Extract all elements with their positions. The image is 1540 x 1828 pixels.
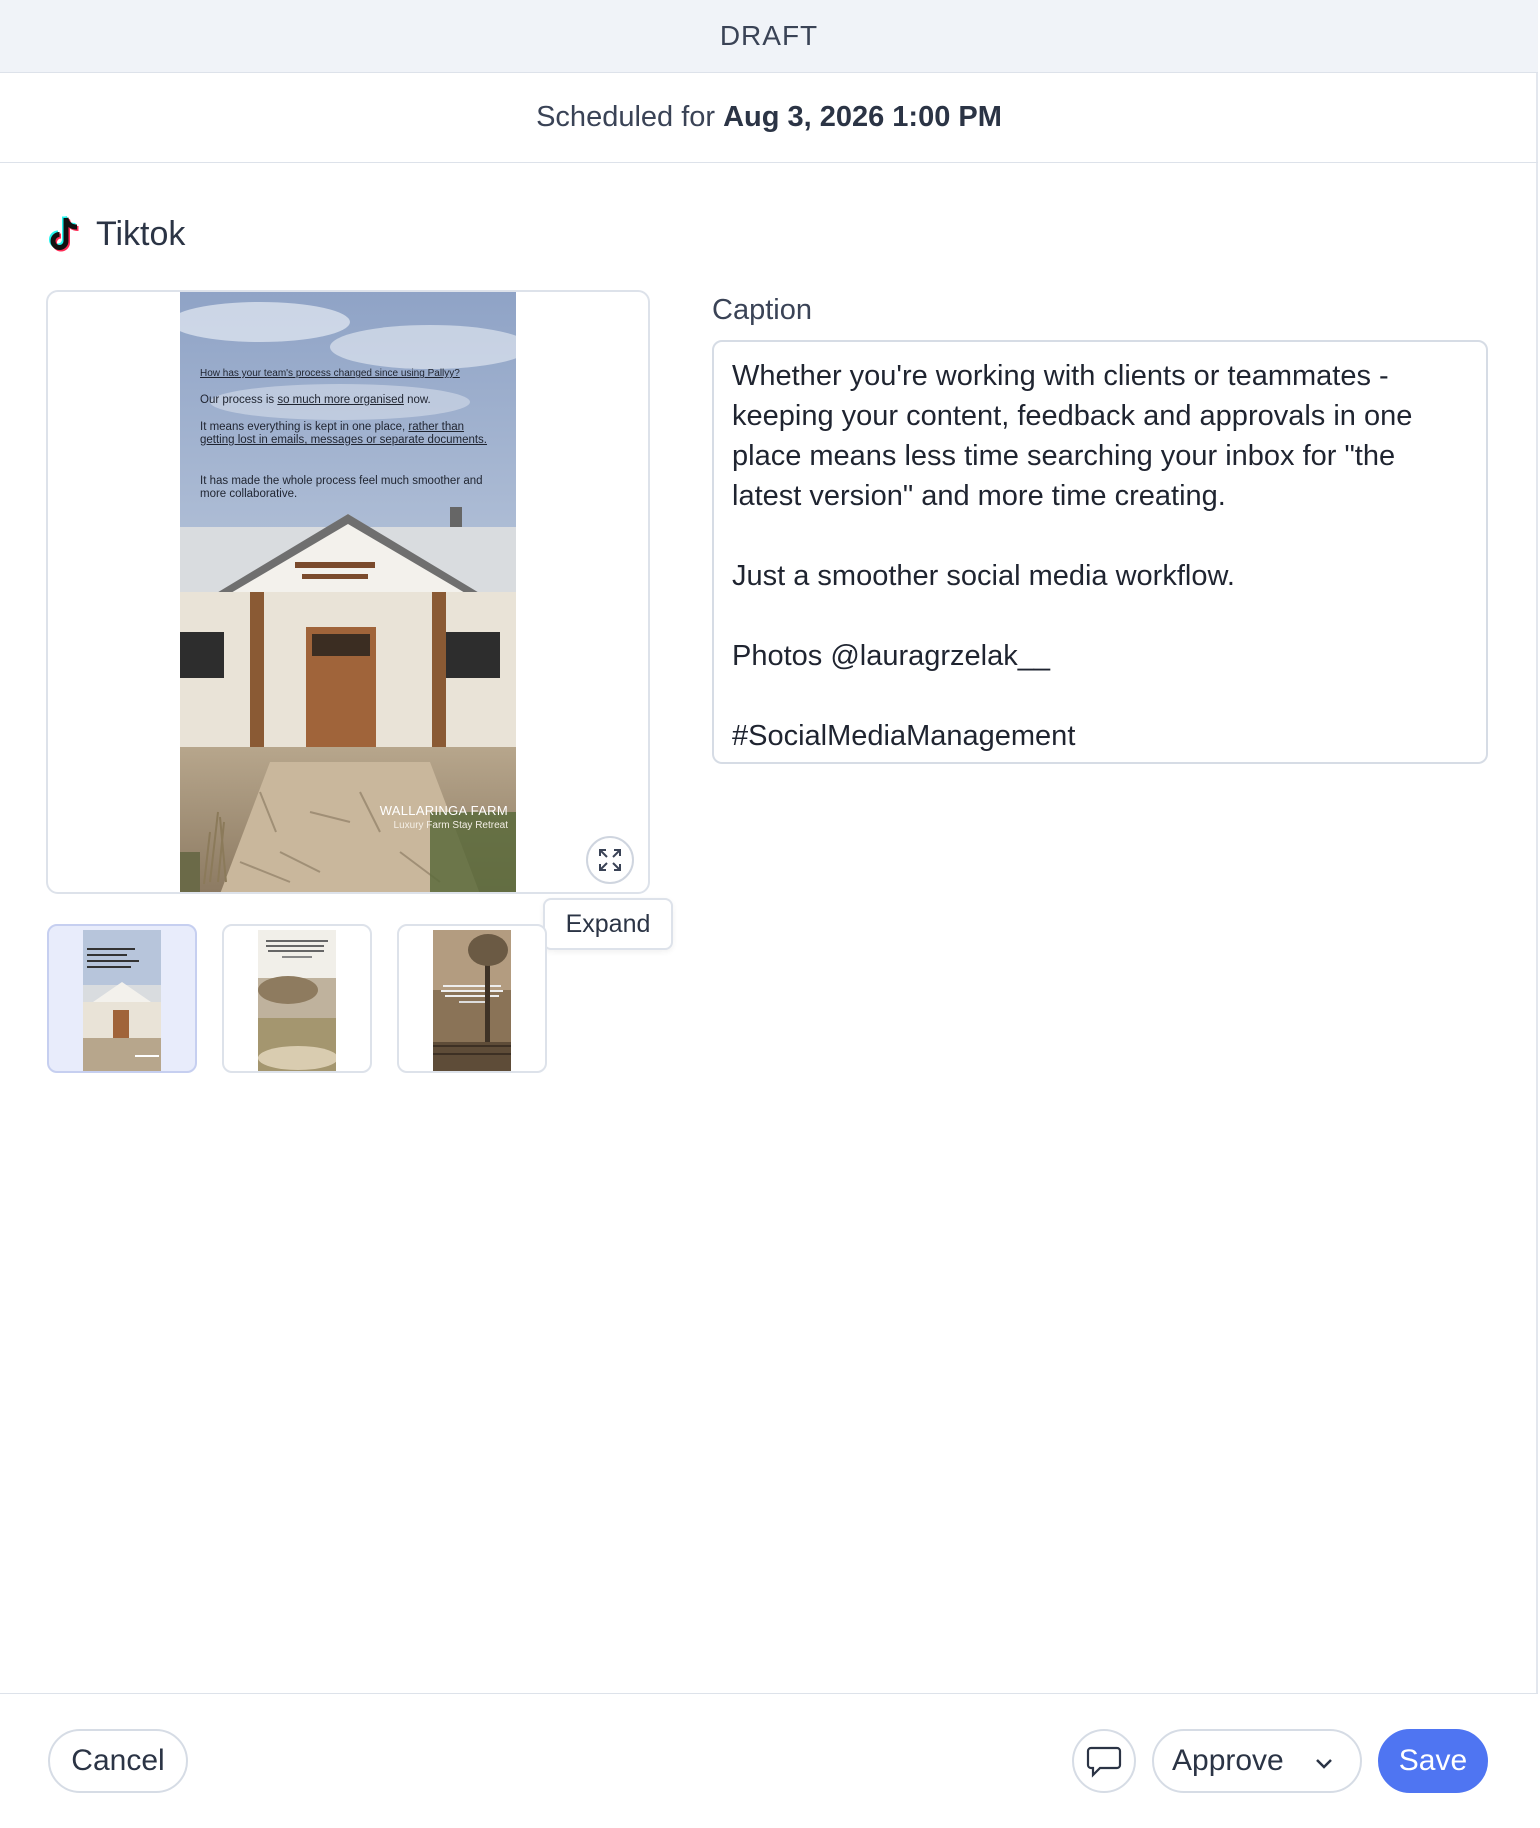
chevron-down-icon bbox=[1312, 1751, 1336, 1775]
schedule-prefix: Scheduled for bbox=[536, 101, 716, 133]
cancel-button[interactable]: Cancel bbox=[48, 1729, 188, 1793]
media-brand-subtitle: Luxury Farm Stay Retreat bbox=[393, 820, 508, 831]
thumbnail-2[interactable] bbox=[222, 924, 372, 1073]
media-paragraph-1: Our process is so much more organised now. bbox=[200, 394, 431, 406]
platform-header bbox=[46, 214, 185, 254]
schedule-datetime: Aug 3, 2026 1:00 PM bbox=[723, 101, 1002, 133]
media-preview bbox=[46, 290, 650, 894]
media-question: How has your team's process changed since using Pallyy? bbox=[200, 368, 460, 379]
approve-label: Approve bbox=[1172, 1744, 1284, 1777]
tiktok-icon bbox=[46, 214, 82, 254]
caption-label: Caption bbox=[712, 294, 812, 326]
comment-button[interactable] bbox=[1072, 1729, 1136, 1793]
caption-textarea[interactable]: Whether you're working with clients or teammates - keeping your content, feedback and approvals in one place means less time searching your inbox for "the latest version" and more time creating. Just a smoother social media workflow. Photos @lauragrzelak__ #SocialMediaManagement bbox=[712, 340, 1488, 764]
save-button[interactable]: Save bbox=[1378, 1729, 1488, 1793]
thumbnail-1-image bbox=[83, 930, 161, 1071]
status-bar bbox=[0, 0, 1538, 73]
media-paragraph-3: It has made the whole process feel much smoother and more collaborative. bbox=[200, 475, 483, 500]
approve-button[interactable] bbox=[1152, 1729, 1362, 1793]
status-label: DRAFT bbox=[719, 20, 819, 51]
comment-icon bbox=[1086, 1744, 1122, 1778]
thumbnail-3-image bbox=[433, 930, 511, 1071]
thumbnail-2-image bbox=[258, 930, 336, 1071]
schedule-bar bbox=[0, 73, 1538, 163]
thumbnail-1[interactable] bbox=[47, 924, 197, 1073]
media-brand: WALLARINGA FARM bbox=[379, 803, 508, 818]
footer-bar bbox=[0, 1693, 1538, 1828]
thumbnail-3[interactable] bbox=[397, 924, 547, 1073]
expand-icon bbox=[597, 847, 623, 873]
platform-name: Tiktok bbox=[96, 214, 186, 253]
media-paragraph-2: It means everything is kept in one place, rather than getting lost in emails, messages or separate documents. bbox=[200, 421, 488, 446]
expand-button[interactable] bbox=[586, 836, 634, 884]
expand-tooltip: Expand bbox=[543, 898, 673, 950]
